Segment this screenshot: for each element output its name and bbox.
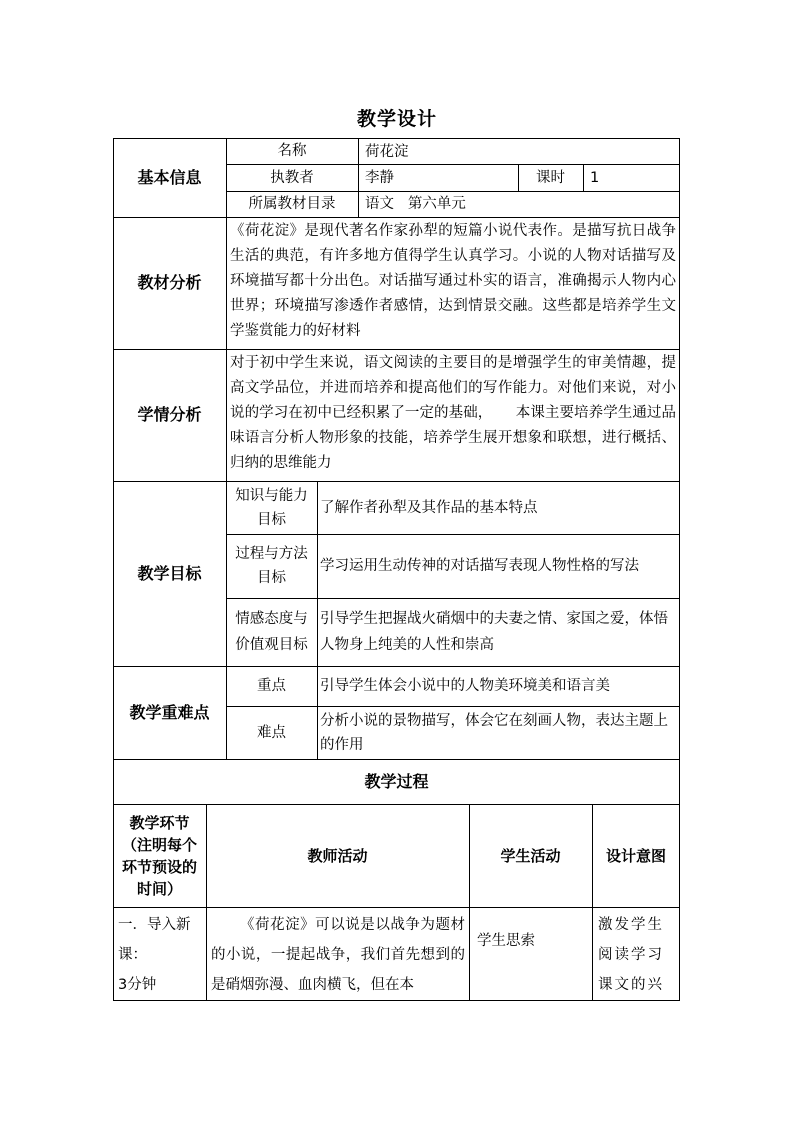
teacher-activity-cell: 《荷花淀》可以说是以战争为题材的小说，一提起战争，我们首先想到的是硝烟弥漫、血肉横飞，但在本: [211, 917, 465, 993]
key-points-label: 教学重难点: [129, 702, 210, 722]
material-analysis-label: 教材分析: [137, 273, 202, 292]
period-value: 1: [590, 170, 600, 186]
column-line: [358, 138, 359, 217]
teaching-goals-label: 教学目标: [137, 563, 202, 583]
header-stage: 教学环节（注明每个环节预设的时间）: [121, 813, 197, 898]
header-design-intent: 设计意图: [605, 846, 666, 865]
header-teacher-activity: 教师活动: [307, 846, 368, 865]
student-activity-cell: 学生思索: [477, 933, 535, 949]
header-student-activity: 学生活动: [500, 846, 561, 865]
difficult-point-text: 分析小说的景物描写，体会它在刻画人物，表达主题上的作用: [320, 712, 668, 753]
catalog-value: 语文 第六单元: [365, 196, 466, 212]
goal-emotion-text: 引导学生把握战火硝烟中的夫妻之情、家国之爱，体悟人物身上纯美的人性和崇高: [320, 611, 668, 653]
column-line: [317, 481, 318, 759]
learner-analysis-text: 对于初中学生来说，语文阅读的主要目的是增强学生的审美情趣，提高文学品位，并进而培养和提高他们的写作能力。对他们来说，对小说的学习在初中已经积累了一定的基础， 本课主要培养学生通过品味语言分析人物形象的技能，培养学生展开想象和联想，进行概括、归纳的思维能力: [230, 355, 676, 471]
learner-analysis-label: 学情分析: [137, 405, 202, 424]
goal-knowledge-label: 知识与能力目标: [235, 487, 308, 528]
teacher-value: 李静: [365, 170, 394, 186]
column-line: [583, 164, 584, 191]
document-title: 教学设计: [356, 108, 437, 130]
row-line: [113, 907, 680, 908]
goal-process-label: 过程与方法目标: [235, 546, 308, 586]
design-intent-cell: 激发学生阅读学习课文的兴: [598, 917, 664, 993]
goal-knowledge-text: 了解作者孙犁及其作品的基本特点: [320, 499, 538, 516]
basic-info-label: 基本信息: [137, 167, 202, 187]
goal-process-text: 学习运用生动传神的对话描写表现人物性格的写法: [320, 558, 639, 574]
key-point-label: 重点: [257, 678, 286, 694]
teaching-process-title: 教学过程: [364, 771, 429, 791]
material-analysis-text: 《荷花淀》是现代著名作家孙犁的短篇小说代表作。是描写抗日战争生活的典范，有许多地方值得学生认真学习。小说的人物对话描写及环境描写都十分出色。对话描写通过朴实的语言，准确揭示人物内心世界；环境描写渗透作者感情，达到情景交融。这些都是培养学生文学鉴赏能力的好材料: [230, 223, 676, 339]
name-value: 荷花淀: [365, 144, 409, 160]
teacher-label: 执教者: [270, 169, 314, 186]
key-point-text: 引导学生体会小说中的人物美环境美和语言美: [320, 678, 610, 694]
stage-cell: 一．导入新课： 3分钟: [118, 917, 191, 993]
name-label: 名称: [277, 143, 307, 159]
catalog-label: 所属教材目录: [248, 196, 336, 212]
goal-emotion-label: 情感态度与价值观目标: [235, 611, 308, 653]
difficult-point-label: 难点: [257, 724, 286, 741]
period-label: 课时: [536, 169, 565, 186]
